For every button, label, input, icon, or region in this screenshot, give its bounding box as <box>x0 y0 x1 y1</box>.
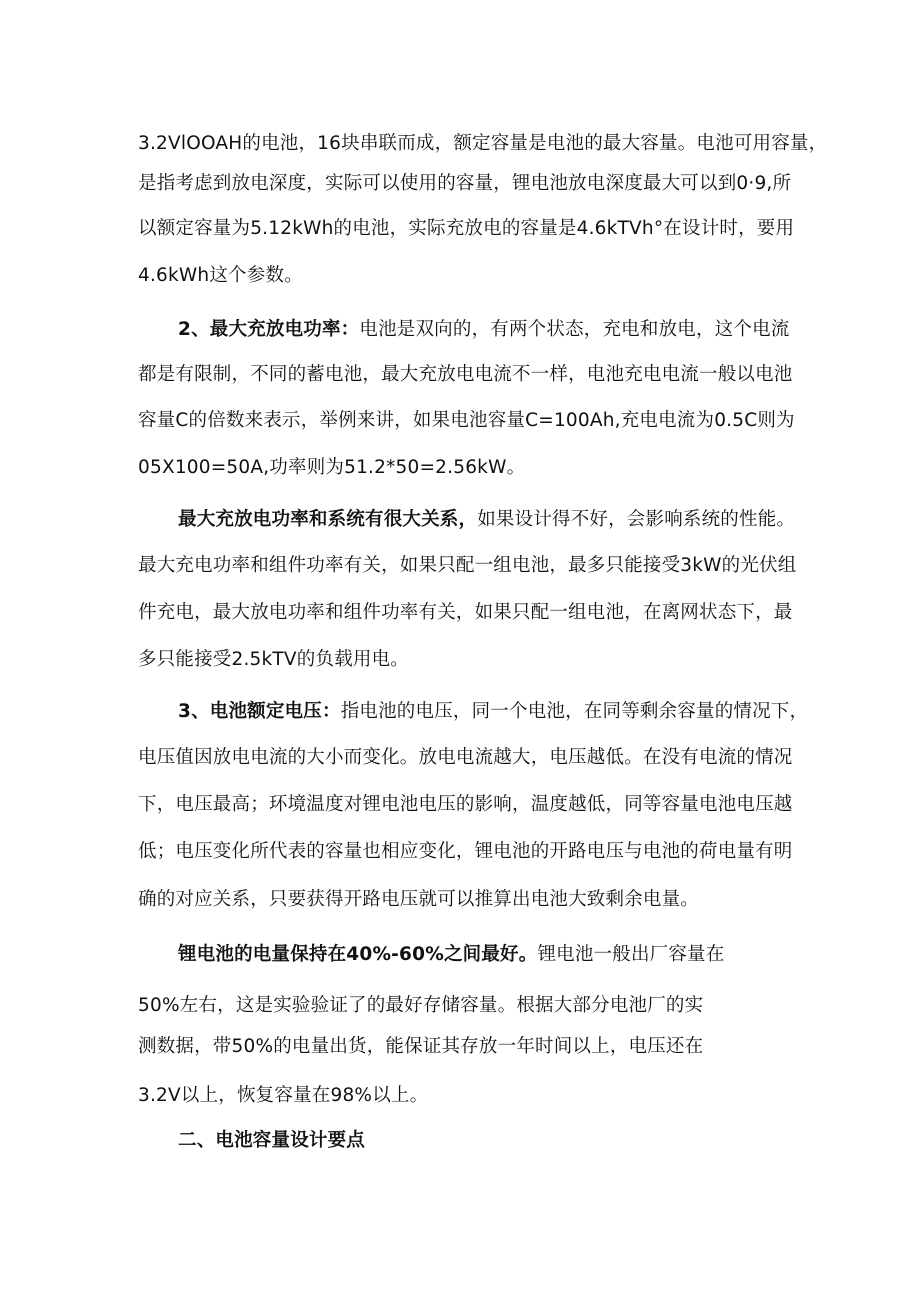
paragraph-4-text: 指电池的电压，同一个电池，在同等剩余容量的情况下， <box>340 701 809 722</box>
paragraph-5-heading: 锂电池的电量保持在40%-60%之间最好。 <box>178 944 538 965</box>
paragraph-1-line-3: 以额定容量为5.12kWh的电池，实际充放电的容量是4.6kTVh°在设计时，要用 <box>138 218 795 239</box>
paragraph-3-line-1 <box>178 507 795 533</box>
paragraph-4-line-3: 下，电压最高；环境温度对锂电池电压的影响，温度越低，同等容量电池电压越 <box>138 794 793 815</box>
paragraph-2-heading: 2、最大充放电功率： <box>178 319 360 340</box>
paragraph-4-line-4: 低；电压变化所代表的容量也相应变化，锂电池的开路电压与电池的荷电量有明 <box>138 841 793 862</box>
paragraph-3-text: 如果设计得不好，会影响系统的性能。 <box>477 509 796 530</box>
paragraph-5-line-2: 50%左右，这是实验验证了的最好存储容量。根据大部分电池厂的实 <box>138 995 704 1016</box>
paragraph-3-line-3: 件充电，最大放电功率和组件功率有关，如果只配一组电池，在离网状态下，最 <box>138 602 793 623</box>
paragraph-2-line-3: 容量C的倍数来表示，举例来讲，如果电池容量C=100Ah,充电电流为0.5C则为 <box>138 410 795 431</box>
paragraph-5-line-3: 测数据，带50%的电量出货，能保证其存放一年时间以上，电压还在 <box>138 1036 704 1057</box>
paragraph-5-line-1 <box>178 942 724 968</box>
paragraph-2-line-4: 05X100=50A,功率则为51.2*50=2.56kW。 <box>138 457 526 478</box>
paragraph-4-line-2: 电压值因放电电流的大小而变化。放电电流越大，电压越低。在没有电流的情况 <box>138 747 793 768</box>
paragraph-2-line-2: 都是有限制，不同的蓄电池，最大充放电电流不一样，电池充电电流一般以电池 <box>138 364 793 385</box>
paragraph-4-heading: 3、电池额定电压： <box>178 701 341 722</box>
paragraph-3-line-2: 最大充电功率和组件功率有关，如果只配一组电池，最多只能接受3kW的光伏组 <box>138 555 797 576</box>
paragraph-1-line-2: 是指考虑到放电深度，实际可以使用的容量，锂电池放电深度最大可以到0·9,所 <box>138 173 792 194</box>
paragraph-2-line-1 <box>178 317 789 343</box>
section-heading: 二、电池容量设计要点 <box>178 1130 366 1151</box>
paragraph-3-heading: 最大充放电功率和系统有很大关系， <box>178 509 478 530</box>
paragraph-5-line-4: 3.2V以上，恢复容量在98%以上。 <box>138 1085 429 1106</box>
paragraph-1-line-1: 3.2VlOOAH的电池，16块串联而成，额定容量是电池的最大容量。电池可用容量， <box>138 133 828 154</box>
paragraph-1-line-4: 4.6kWh这个参数。 <box>138 265 303 286</box>
paragraph-3-line-4: 多只能接受2.5kTV的负载用电。 <box>138 649 409 670</box>
paragraph-2-text: 电池是双向的，有两个状态，充电和放电，这个电流 <box>359 319 790 340</box>
paragraph-4-line-5: 确的对应关系，只要获得开路电压就可以推算出电池大致剩余电量。 <box>138 889 700 910</box>
paragraph-4-line-1 <box>178 699 808 725</box>
paragraph-5-text: 锂电池一般出厂容量在 <box>537 944 725 965</box>
